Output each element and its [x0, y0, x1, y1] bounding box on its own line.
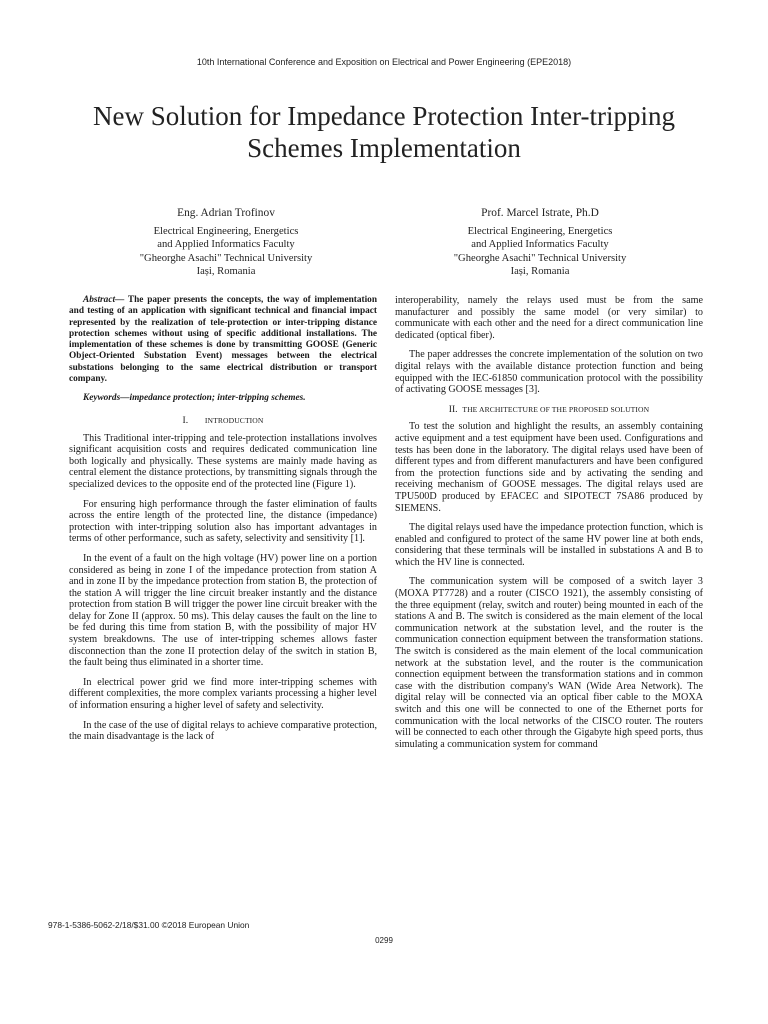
body-paragraph: The communication system will be composed of a switch layer 3 (MOXA PT7728) and a router (CISCO 1921), the assembly consisting of the three equipment (relay, switch and router) being mounted in each of the stations A and B. The switch is considered as the main element of the local communication network at the substation level, and the router is the communication connection equipment between the transformation stations. The switch is considered as the main element of the local communication network at the substation level, and the router is the communication connection equipment between the transformation stations and in common case with the distribution company's WAN (Wide Area Network). The digital relay will be connected via an optical fiber cable to the MOXA switch and this one will be connected to one of the Ethernet ports for communication with the local networks of the CISCO router. The routers will be connected to each other through the Gigabyte high speed ports, thus simulating a communication system for command	[395, 576, 703, 750]
author-affiliation-line: Electrical Engineering, Energetics	[153, 226, 299, 238]
body-paragraph: The paper addresses the concrete implementation of the solution on two digital relays with the available distance protection function and being equipped with the IEC-61850 communication protocol with the possibility of activating GOOSE messages [3].	[395, 349, 703, 396]
section-title: INTRODUCTION	[204, 415, 264, 425]
author-affiliation-line: Iași, Romania	[510, 265, 570, 277]
keywords: Keywords—impedance protection; inter-tripping schemes.	[83, 393, 306, 404]
body-paragraph: In the case of the use of digital relays to achieve comparative protection, the main disadvantage is the lack of	[69, 719, 377, 743]
body-paragraph: In the event of a fault on the high voltage (HV) power line on a portion considered as being in zone I of the impedance protection from station A and in zone II by the impedance protection from station B, the protection of the station A will trigger the line circuit breaker instantly and the distance protection from station B will trigger the power line circuit breaker with the delay for Zone II (approx. 50 ms). This delay causes the fault on the line to be fed during this time from station B, with the possibility of major HV system breakdowns. The use of inter-tripping schemes allows faster disconnection than the zone II protection delay of the switch in station B, the fault being thus eliminated in a shorter time.	[69, 552, 377, 669]
body-paragraph: This Traditional inter-tripping and tele-protection installations involves significant acquisition costs and requires dedicated communication line both logically and physically. These systems are mainly made having as central element the distance protections, by transmitting signals through the specialized devices to the opposite end of the protected line (Figure 1).	[69, 432, 377, 490]
right-column	[395, 295, 703, 758]
body-paragraph: For ensuring high performance through the faster elimination of faults across the entire length of the protected line, the distance (impedance) protection with inter-tripping solution also has important advantages in terms of other performance, such as safety, selectivity and sensitivity [1].	[69, 498, 377, 545]
section-heading-introduction	[69, 415, 377, 427]
section-number: II.	[448, 403, 458, 415]
author-block-1	[106, 207, 346, 278]
author-block-2	[420, 207, 660, 278]
footer-isbn: 978-1-5386-5062-2/18/$31.00 ©2018 European Union	[48, 920, 250, 930]
abstract-label: Abstract—	[83, 295, 125, 305]
abstract-text: The paper presents the concepts, the way of implementation and testing of an application with significant technical and financial impact represented by the realization of tele-protection or inter-tripping distance protection schemes without using of specific additional installations. The implementation of these schemes is done by transmitting GOOSE (Generic Object-Oriented Substation Event) messages between the electrical substations belonging to the same electrical distribution or transport company.	[69, 295, 377, 385]
body-paragraph: To test the solution and highlight the results, an assembly containing active equipment and a test equipment have been used. Configurations and tests has been done in the laboratory. The digital relays used have been of different types and from different manufacturers and have been configured from the protection functions side and by activating the sending and receiving mechanism of GOOSE messages. The digital relays used are TPU500D produced by EFACEC and SIPOTECT 7SA86 produced by SIEMENS.	[395, 421, 703, 514]
author-affiliation-line: and Applied Informatics Faculty	[157, 239, 295, 251]
author-name: Prof. Marcel Istrate, Ph.D	[481, 207, 599, 219]
section-number: I.	[182, 414, 189, 426]
title-line-1: New Solution for Impedance Protection Inter-tripping	[92, 101, 676, 131]
author-name: Eng. Adrian Trofinov	[177, 207, 275, 219]
page-number: 0299	[375, 936, 393, 945]
author-affiliation-line: "Gheorghe Asachi" Technical University	[453, 252, 627, 264]
author-affiliation-line: "Gheorghe Asachi" Technical University	[139, 252, 313, 264]
author-affiliation-line: Iași, Romania	[196, 265, 256, 277]
abstract	[69, 295, 377, 385]
body-paragraph: interoperability, namely the relays used must be from the same manufacturer and possibly the same model (or very similar) to communicate with each other and the need for a direct communication line dedicated (optical fiber).	[395, 295, 703, 341]
section-title: THE ARCHITECTURE OF THE PROPOSED SOLUTION	[462, 404, 650, 414]
body-paragraph: The digital relays used have the impedance protection function, which is enabled and configured to protect of the same HV power line at both ends, considering that these terminals will be installed in substations A and B to which the HV line is connected.	[395, 522, 703, 568]
paper-title	[40, 100, 728, 164]
section-heading-architecture	[395, 404, 703, 416]
left-column	[69, 295, 377, 751]
conference-header: 10th International Conference and Exposition on Electrical and Power Engineering (EPE2018)	[196, 57, 572, 67]
title-line-2: Schemes Implementation	[247, 133, 521, 163]
author-affiliation-line: Electrical Engineering, Energetics	[467, 226, 613, 238]
body-paragraph: In electrical power grid we find more inter-tripping schemes with different complexities, the more complex variants processing a higher level of information ensuring a higher level of safety and selectivity.	[69, 676, 377, 712]
author-affiliation-line: and Applied Informatics Faculty	[471, 239, 609, 251]
